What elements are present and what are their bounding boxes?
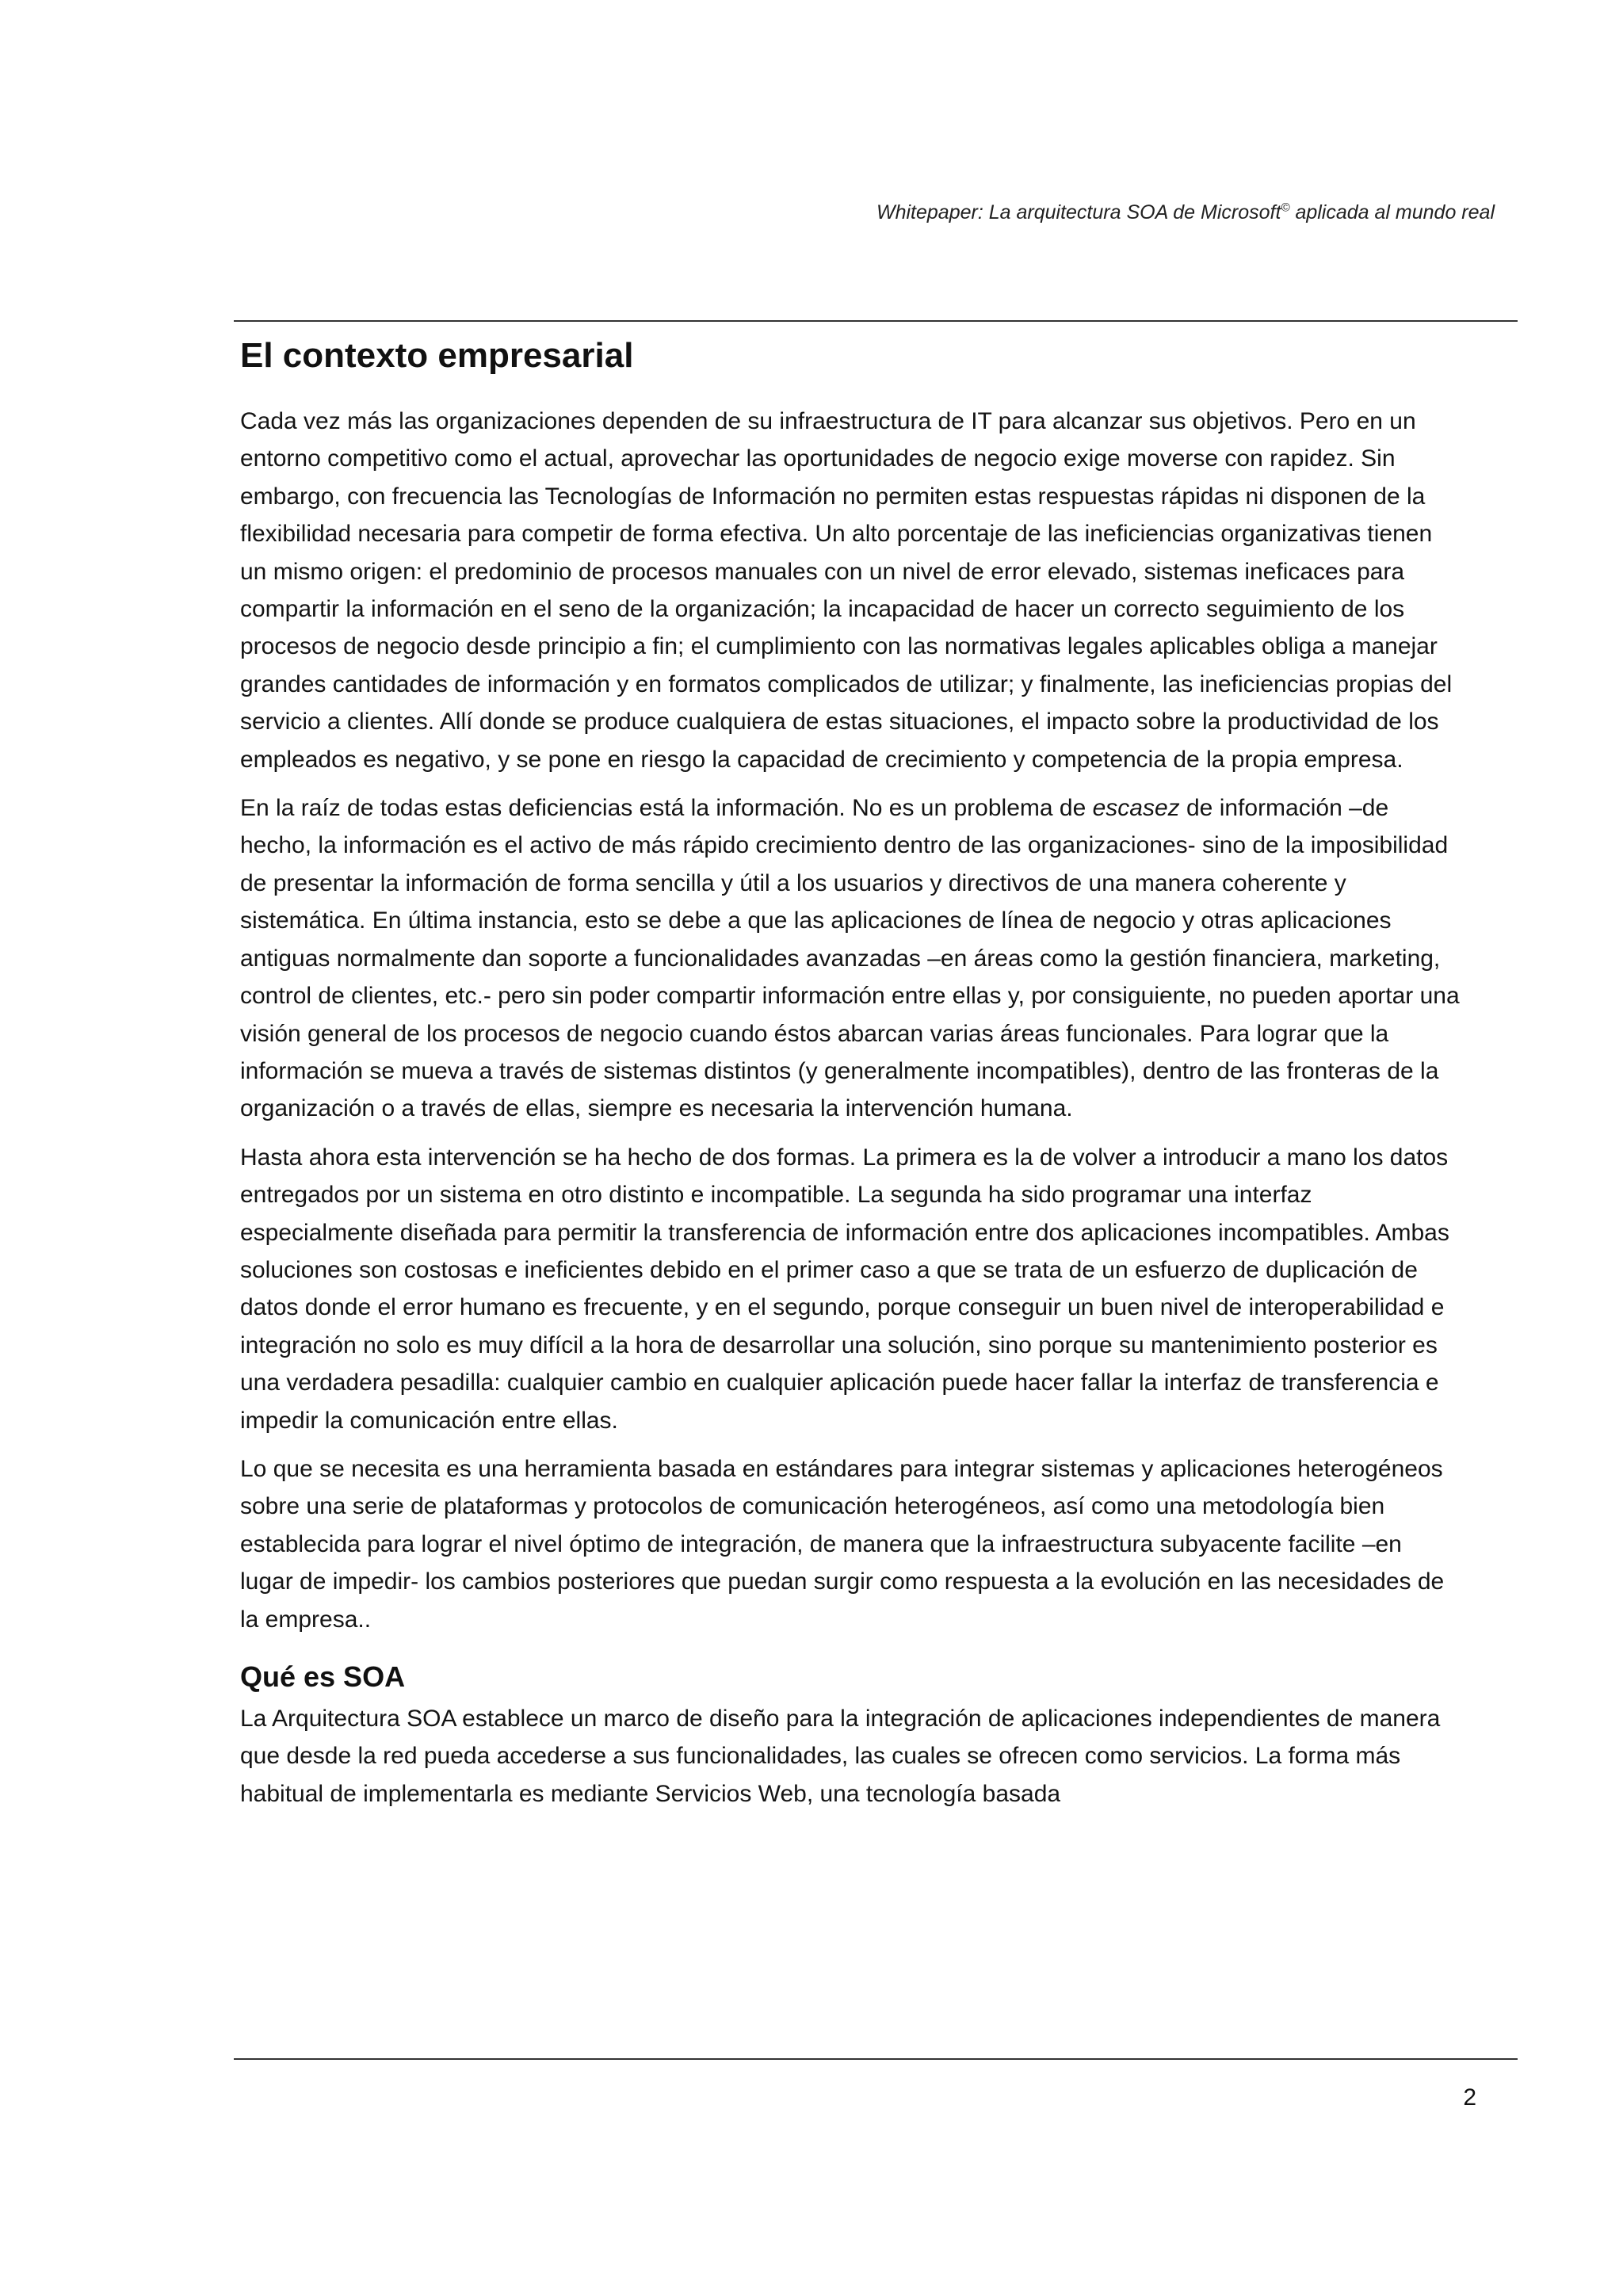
body-paragraph-2-start: En la raíz de todas estas deficiencias está la información. No es un problema de bbox=[240, 795, 1093, 822]
subsection-paragraph: La Arquitectura SOA establece un marco de diseño para la integración de aplicaciones independientes de manera que desde la red pueda accederse a sus funcionalidades, las cuales se ofrecen como servicios. La forma más habitual de implementarla es mediante Servicios Web, una tecnología basada bbox=[240, 1706, 1441, 1807]
running-header-title-end: aplicada al mundo real bbox=[1289, 201, 1495, 223]
header-rule bbox=[234, 320, 1518, 322]
running-header bbox=[876, 201, 1495, 224]
footer-rule bbox=[234, 2058, 1518, 2060]
running-header-title: Whitepaper: La arquitectura SOA de Microsoft bbox=[876, 201, 1281, 223]
body-paragraph-2-end: de información –de hecho, la información es el activo de más rápido crecimiento dentro de las organizaciones- sino de la imposibilidad de presentar la información de forma sencilla y útil a los usuarios y directivos de una manera coherente y sistemática. En última instancia, esto se debe a que las aplicaciones de línea de negocio y otras aplicaciones antiguas normalmente dan soporte a funcionalidades avanzadas –en áreas como la gestión financiera, marketing, control de clientes, etc.- pero sin poder compartir información entre ellas y, por consiguiente, no pueden aportar una visión general de los procesos de negocio cuando éstos abarcan varias áreas funcionales. Para lograr que la información se mueva a través de sistemas distintos (y generalmente incompatibles), dentro de las fronteras de la organización o a través de ellas, siempre es necesaria la intervención humana. bbox=[240, 795, 1460, 1122]
page-number: 2 bbox=[1463, 2084, 1476, 2111]
body-paragraph-4: Lo que se necesita es una herramienta basada en estándares para integrar sistemas y aplicaciones heterogéneos sobre una serie de plataformas y protocolos de comunicación heterogéneos, así como una metodología bien establecida para lograr el nivel óptimo de integración, de manera que la infraestructura subyacente facilite –en lugar de impedir- los cambios posteriores que puedan surgir como respuesta a la evolución en las necesidades de la empresa.. bbox=[240, 1455, 1445, 1633]
page-content bbox=[240, 325, 1461, 1824]
body-paragraph-1: Cada vez más las organizaciones dependen de su infraestructura de IT para alcanzar sus objetivos. Pero en un entorno competitivo como el actual, aprovechar las oportunidades de negocio exige moverse con rapidez. Sin embargo, con frecuencia las Tecnologías de Información no permiten estas respuestas rápidas ni disponen de la flexibilidad necesaria para competir de forma efectiva. Un alto porcentaje de las ineficiencias organizativas tienen un mismo origen: el predominio de procesos manuales con un nivel de error elevado, sistemas ineficaces para compartir la información en el seno de la organización; la incapacidad de hacer un correcto seguimiento de los procesos de negocio desde principio a fin; el cumplimiento con las normativas legales aplicables obliga a manejar grandes cantidades de información y en formatos complicados de utilizar; y finalmente, las ineficiencias propias del servicio a clientes. Allí donde se produce cualquiera de estas situaciones, el impacto sobre la productividad de los empleados es negativo, y se pone en riesgo la capacidad de crecimiento y competencia de la propia empresa. bbox=[240, 408, 1453, 773]
body-paragraph-2 bbox=[240, 789, 1461, 1128]
copyright-mark: © bbox=[1281, 201, 1290, 215]
body-paragraph-3: Hasta ahora esta intervención se ha hecho de dos formas. La primera es la de volver a introducir a mano los datos entregados por un sistema en otro distinto e incompatible. La segunda ha sido programar una interfaz especialmente diseñada para permitir la transferencia de información entre dos aplicaciones incompatibles. Ambas soluciones son costosas e ineficientes debido en el primer caso a que se trata de un esfuerzo de duplicación de datos donde el error humano es frecuente, y en el segundo, porque conseguir un buen nivel de interoperabilidad e integración no solo es muy difícil a la hora de desarrollar una solución, sino porque su mantenimiento posterior es una verdadera pesadilla: cualquier cambio en cualquier aplicación puede hacer fallar la interfaz de transferencia e impedir la comunicación entre ellas. bbox=[240, 1144, 1449, 1434]
section-title: El contexto empresarial bbox=[240, 336, 634, 375]
subsection-title: Qué es SOA bbox=[240, 1660, 406, 1693]
emphasis-word: escasez bbox=[1092, 795, 1180, 822]
